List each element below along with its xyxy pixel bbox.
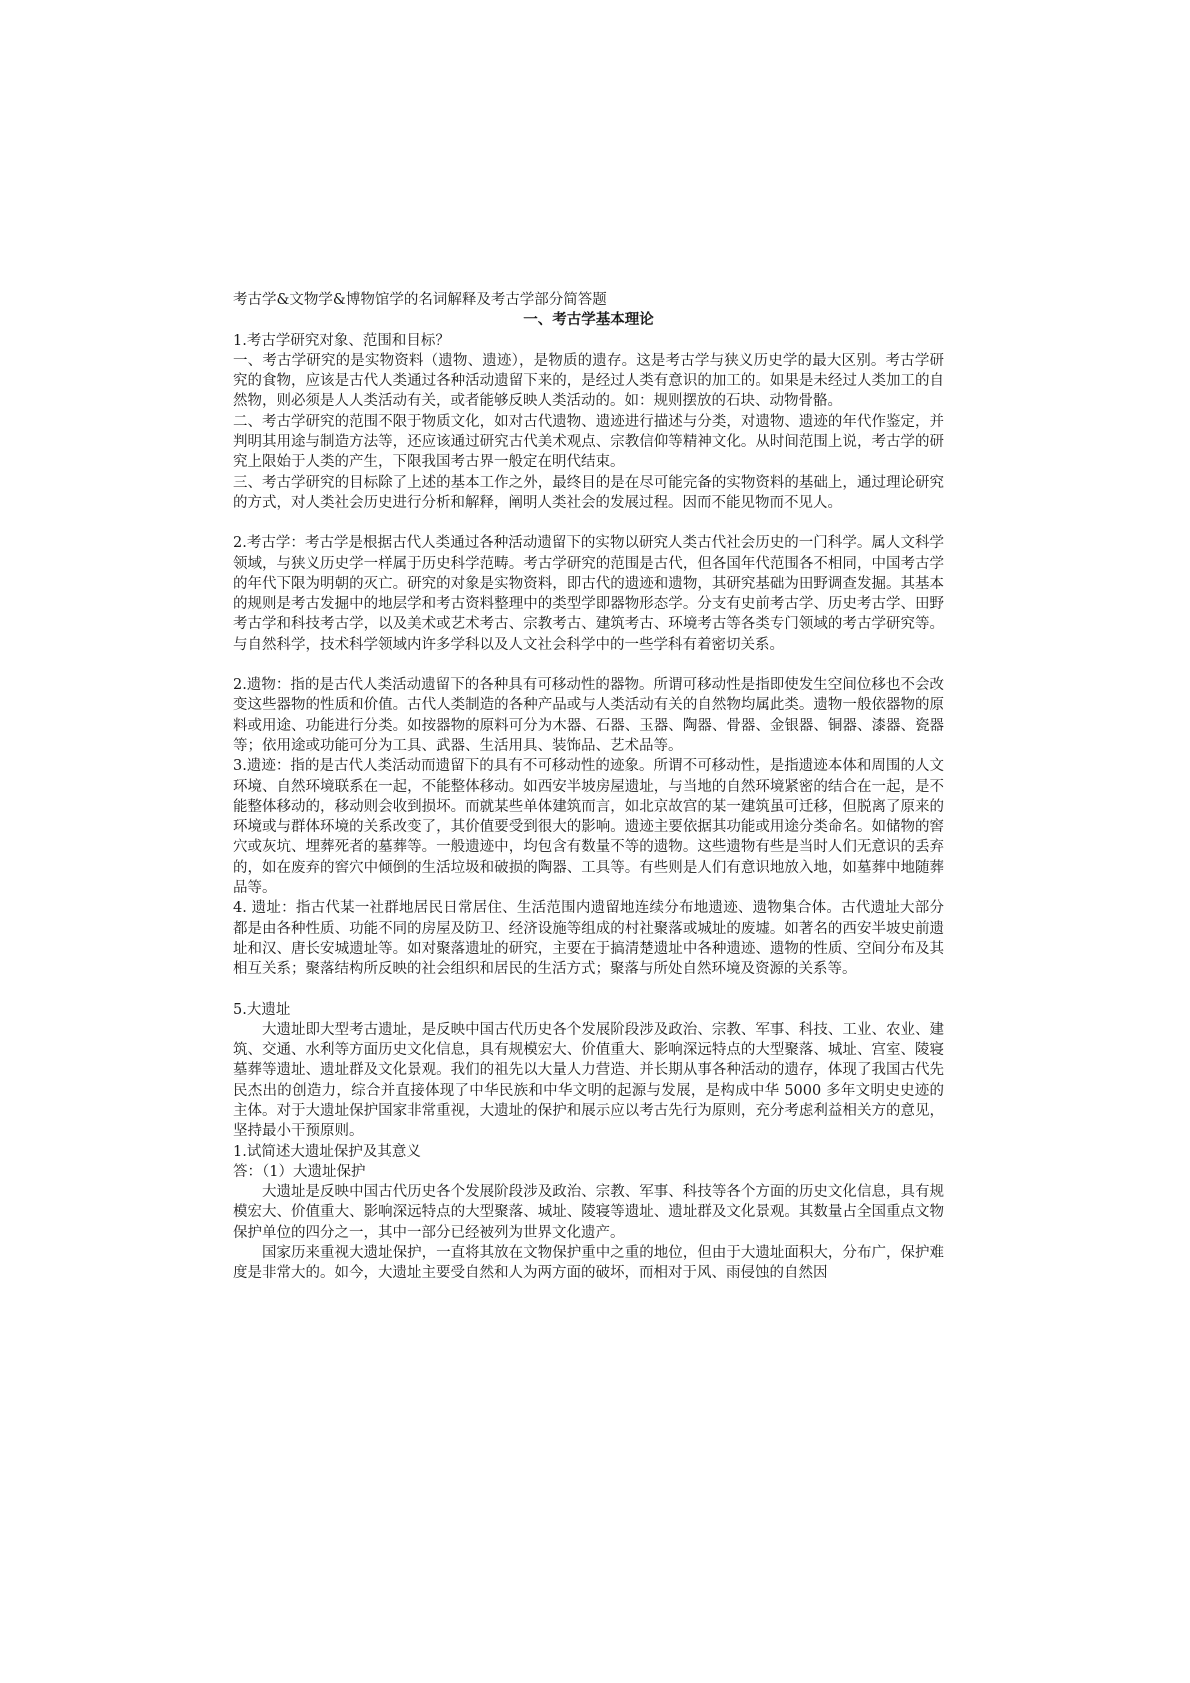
paragraph-scope: 二、考古学研究的范围不限于物质文化，如对古代遗物、遗迹进行描述与分类，对遗物、遗迹的年代作鉴定，并判明其用途与制造方法等，还应该通过研究古代美术观点、宗教信仰等精神文化。从时间范围上说，考古学的研究上限始于人类的产生，下限我国考古界一般定在明代结束。 <box>233 413 944 471</box>
document-title: 考古学&文物学&博物馆学的名词解释及考古学部分简答题 <box>233 292 607 308</box>
large-site-heading: 5.大遗址 <box>233 1001 291 1018</box>
section-heading: 一、考古学基本理论 <box>523 311 654 329</box>
document-body <box>233 290 944 1284</box>
paragraph-goal: 三、考古学研究的目标除了上述的基本工作之外，最终目的是在尽可能完备的实物资料的基础上，通过理论研究的方式，对人类社会历史进行分析和解释，阐明人类社会的发展过程。因而不能见物而不见人。 <box>233 474 944 511</box>
paragraph-object: 一、考古学研究的是实物资料（遗物、遗迹），是物质的遗存。这是考古学与狭义历史学的最大区别。考古学研究的食物，应该是古代人类通过各种活动遗留下来的，是经过人类有意识的加工的。如果是未经过人类加工的自然物，则必须是人人类活动有关，或者能够反映人类活动的。如：规则摆放的石块、动物骨骼。 <box>233 352 944 410</box>
question-heading: 1.考古学研究对象、范围和目标？ <box>233 332 450 349</box>
answer-heading: 答：（1）大遗址保护 <box>233 1163 366 1180</box>
paragraph-answer-1: 大遗址是反映中国古代历史各个发展阶段涉及政治、宗教、军事、科技等各个方面的历史文化信息，具有规模宏大、价值重大、影响深远特点的大型聚落、城址、陵寝等遗址、遗址群及文化景观。其数量占全国重点文物保护单位的四分之一，其中一部分已经被列为世界文化遗产。 <box>233 1184 944 1241</box>
paragraph-large-site: 大遗址即大型考古遗址，是反映中国古代历史各个发展阶段涉及政治、宗教、军事、科技、工业、农业、建筑、交通、水利等方面历史文化信息，具有规模宏大、价值重大、影响深远特点的大型聚落、城址、宫室、陵寝墓葬等遗址、遗址群及文化景观。我们的祖先以大量人力营造、并长期从事各种活动的遗存，体现了我国古代先民杰出的创造力，综合并直接体现了中华民族和中华文明的起源与发展，是构成中华 5000 多年文明史史迹的主体。对于大遗址保护国家非常重视，大遗址的保护和展示应以考古先行为原则，充分考虑利益相关方的意见，坚持最小干预原则。 <box>233 1021 944 1140</box>
question-large-site-protection: 1.试简述大遗址保护及其意义 <box>233 1143 421 1160</box>
paragraph-feature-definition: 3.遗迹：指的是古代人类活动而遗留下的具有不可移动性的迹象。所谓不可移动性，是指遗迹本体和周围的人文环境、自然环境联系在一起，不能整体移动。如西安半坡房屋遗址，与当地的自然环境紧密的结合在一起，是不能整体移动的，移动则会收到损坏。而就某些单体建筑而言，如北京故宫的某一建筑虽可迁移，但脱离了原来的环境或与群体环境的关系改变了，其价值要受到很大的影响。遗迹主要依据其功能或用途分类命名。如储物的窖穴或灰坑、埋葬死者的墓葬等。一般遗迹中，均包含有数量不等的遗物。这些遗物有些是当时人们无意识的丢弃的，如在废弃的窖穴中倾倒的生活垃圾和破损的陶器、工具等。有些则是人们有意识地放入地，如墓葬中地随葬品等。 <box>233 758 944 897</box>
paragraph-artifact-definition: 2.遗物：指的是古代人类活动遗留下的各种具有可移动性的器物。所谓可移动性是指即使发生空间位移也不会改变这些器物的性质和价值。古代人类制造的各种产品或与人类活动有关的自然物均属此类。遗物一般依器物的原料或用途、功能进行分类。如按器物的原料可分为木器、石器、玉器、陶器、骨器、金银器、铜器、漆器、瓷器等；依用途或功能可分为工具、武器、生活用具、装饰品、艺术品等。 <box>233 677 944 754</box>
paragraph-answer-2: 国家历来重视大遗址保护，一直将其放在文物保护重中之重的地位，但由于大遗址面积大，分布广，保护难度是非常大的。如今，大遗址主要受自然和人为两方面的破坏，而相对于风、雨侵蚀的自然因 <box>233 1245 944 1282</box>
paragraph-archaeology-definition: 2.考古学：考古学是根据古代人类通过各种活动遗留下的实物以研究人类古代社会历史的一门科学。属人文科学领域，与狭义历史学一样属于历史科学范畴。考古学研究的范围是古代，但各国年代范围各不相同，中国考古学的年代下限为明朝的灭亡。研究的对象是实物资料，即古代的遗迹和遗物，其研究基础为田野调查发掘。其基本的规则是考古发掘中的地层学和考古资料整理中的类型学即器物形态学。分支有史前考古学、历史考古学、田野考古学和科技考古学，以及美术或艺术考古、宗教考古、建筑考古、环境考古等各类专门领域的考古学研究等。与自然科学，技术科学领域内许多学科以及人文社会科学中的一些学科有着密切关系。 <box>233 535 944 653</box>
paragraph-site-definition: 4. 遗址：指古代某一社群地居民日常居住、生活范围内遗留地连续分布地遗迹、遗物集合体。古代遗址大部分都是由各种性质、功能不同的房屋及防卫、经济设施等组成的村社聚落或城址的废墟。如著名的西安半坡史前遗址和汉、唐长安城遗址等。如对聚落遗址的研究，主要在于搞清楚遗址中各种遗迹、遗物的性质、空间分布及其相互关系；聚落结构所反映的社会组织和居民的生活方式；聚落与所处自然环境及资源的关系等。 <box>233 900 944 978</box>
